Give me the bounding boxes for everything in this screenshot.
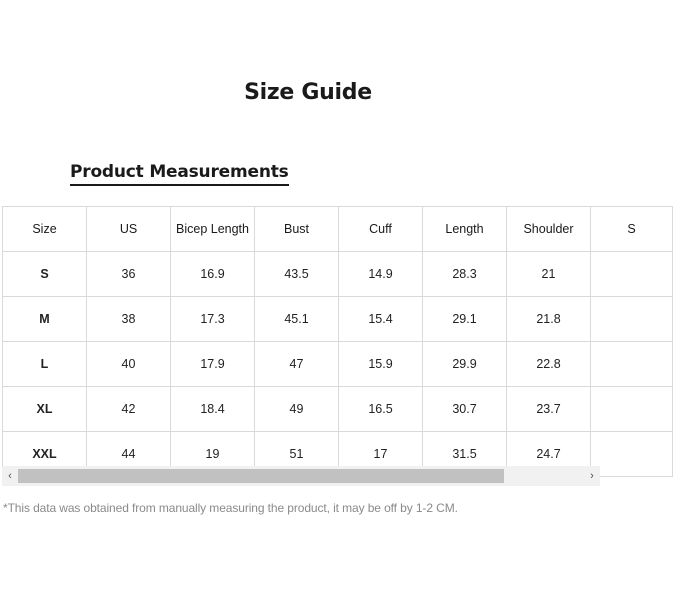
cell-length: 30.7 [423,387,507,432]
cell-bicep-length: 18.4 [171,387,255,432]
header-shoulder: Shoulder [507,207,591,252]
cell-us: 38 [87,297,171,342]
cell-us: 42 [87,387,171,432]
cell-size: S [3,252,87,297]
header-truncated: S [591,207,673,252]
cell-bust: 45.1 [255,297,339,342]
cell-length: 29.9 [423,342,507,387]
cell-size: XL [3,387,87,432]
chevron-right-icon[interactable]: › [590,470,594,482]
cell-bust: 47 [255,342,339,387]
table-row [3,387,673,432]
cell-truncated [591,297,673,342]
header-length: Length [423,207,507,252]
cell-shoulder: 22.8 [507,342,591,387]
cell-size: XXL [3,432,87,477]
cell-cuff: 17 [339,432,423,477]
cell-shoulder: 23.7 [507,387,591,432]
cell-cuff: 15.9 [339,342,423,387]
cell-cuff: 16.5 [339,387,423,432]
header-size: Size [3,207,87,252]
cell-us: 36 [87,252,171,297]
header-cuff: Cuff [339,207,423,252]
header-bicep-length: Bicep Length [171,207,255,252]
cell-truncated [591,252,673,297]
cell-shoulder: 24.7 [507,432,591,477]
header-us: US [87,207,171,252]
page-title: Size Guide [244,80,372,105]
cell-bust: 43.5 [255,252,339,297]
measurements-table [2,206,673,477]
cell-length: 28.3 [423,252,507,297]
cell-bicep-length: 17.9 [171,342,255,387]
measurements-table-viewport [2,206,636,464]
cell-bicep-length: 19 [171,432,255,477]
measurement-disclaimer: *This data was obtained from manually measuring the product, it may be off by 1-2 CM. [3,501,458,515]
section-title: Product Measurements [70,162,289,186]
cell-cuff: 15.4 [339,297,423,342]
cell-length: 29.1 [423,297,507,342]
cell-bust: 49 [255,387,339,432]
header-bust: Bust [255,207,339,252]
scrollbar-thumb[interactable] [18,469,504,483]
cell-bicep-length: 16.9 [171,252,255,297]
cell-bicep-length: 17.3 [171,297,255,342]
cell-truncated [591,387,673,432]
cell-size: L [3,342,87,387]
cell-truncated [591,432,673,477]
table-header-row [3,207,673,252]
table-row [3,297,673,342]
chevron-left-icon[interactable]: ‹ [8,470,12,482]
cell-shoulder: 21 [507,252,591,297]
cell-bust: 51 [255,432,339,477]
cell-shoulder: 21.8 [507,297,591,342]
table-row [3,252,673,297]
cell-truncated [591,342,673,387]
table-row [3,342,673,387]
cell-length: 31.5 [423,432,507,477]
cell-us: 44 [87,432,171,477]
cell-size: M [3,297,87,342]
horizontal-scrollbar[interactable] [2,466,600,486]
cell-us: 40 [87,342,171,387]
cell-cuff: 14.9 [339,252,423,297]
